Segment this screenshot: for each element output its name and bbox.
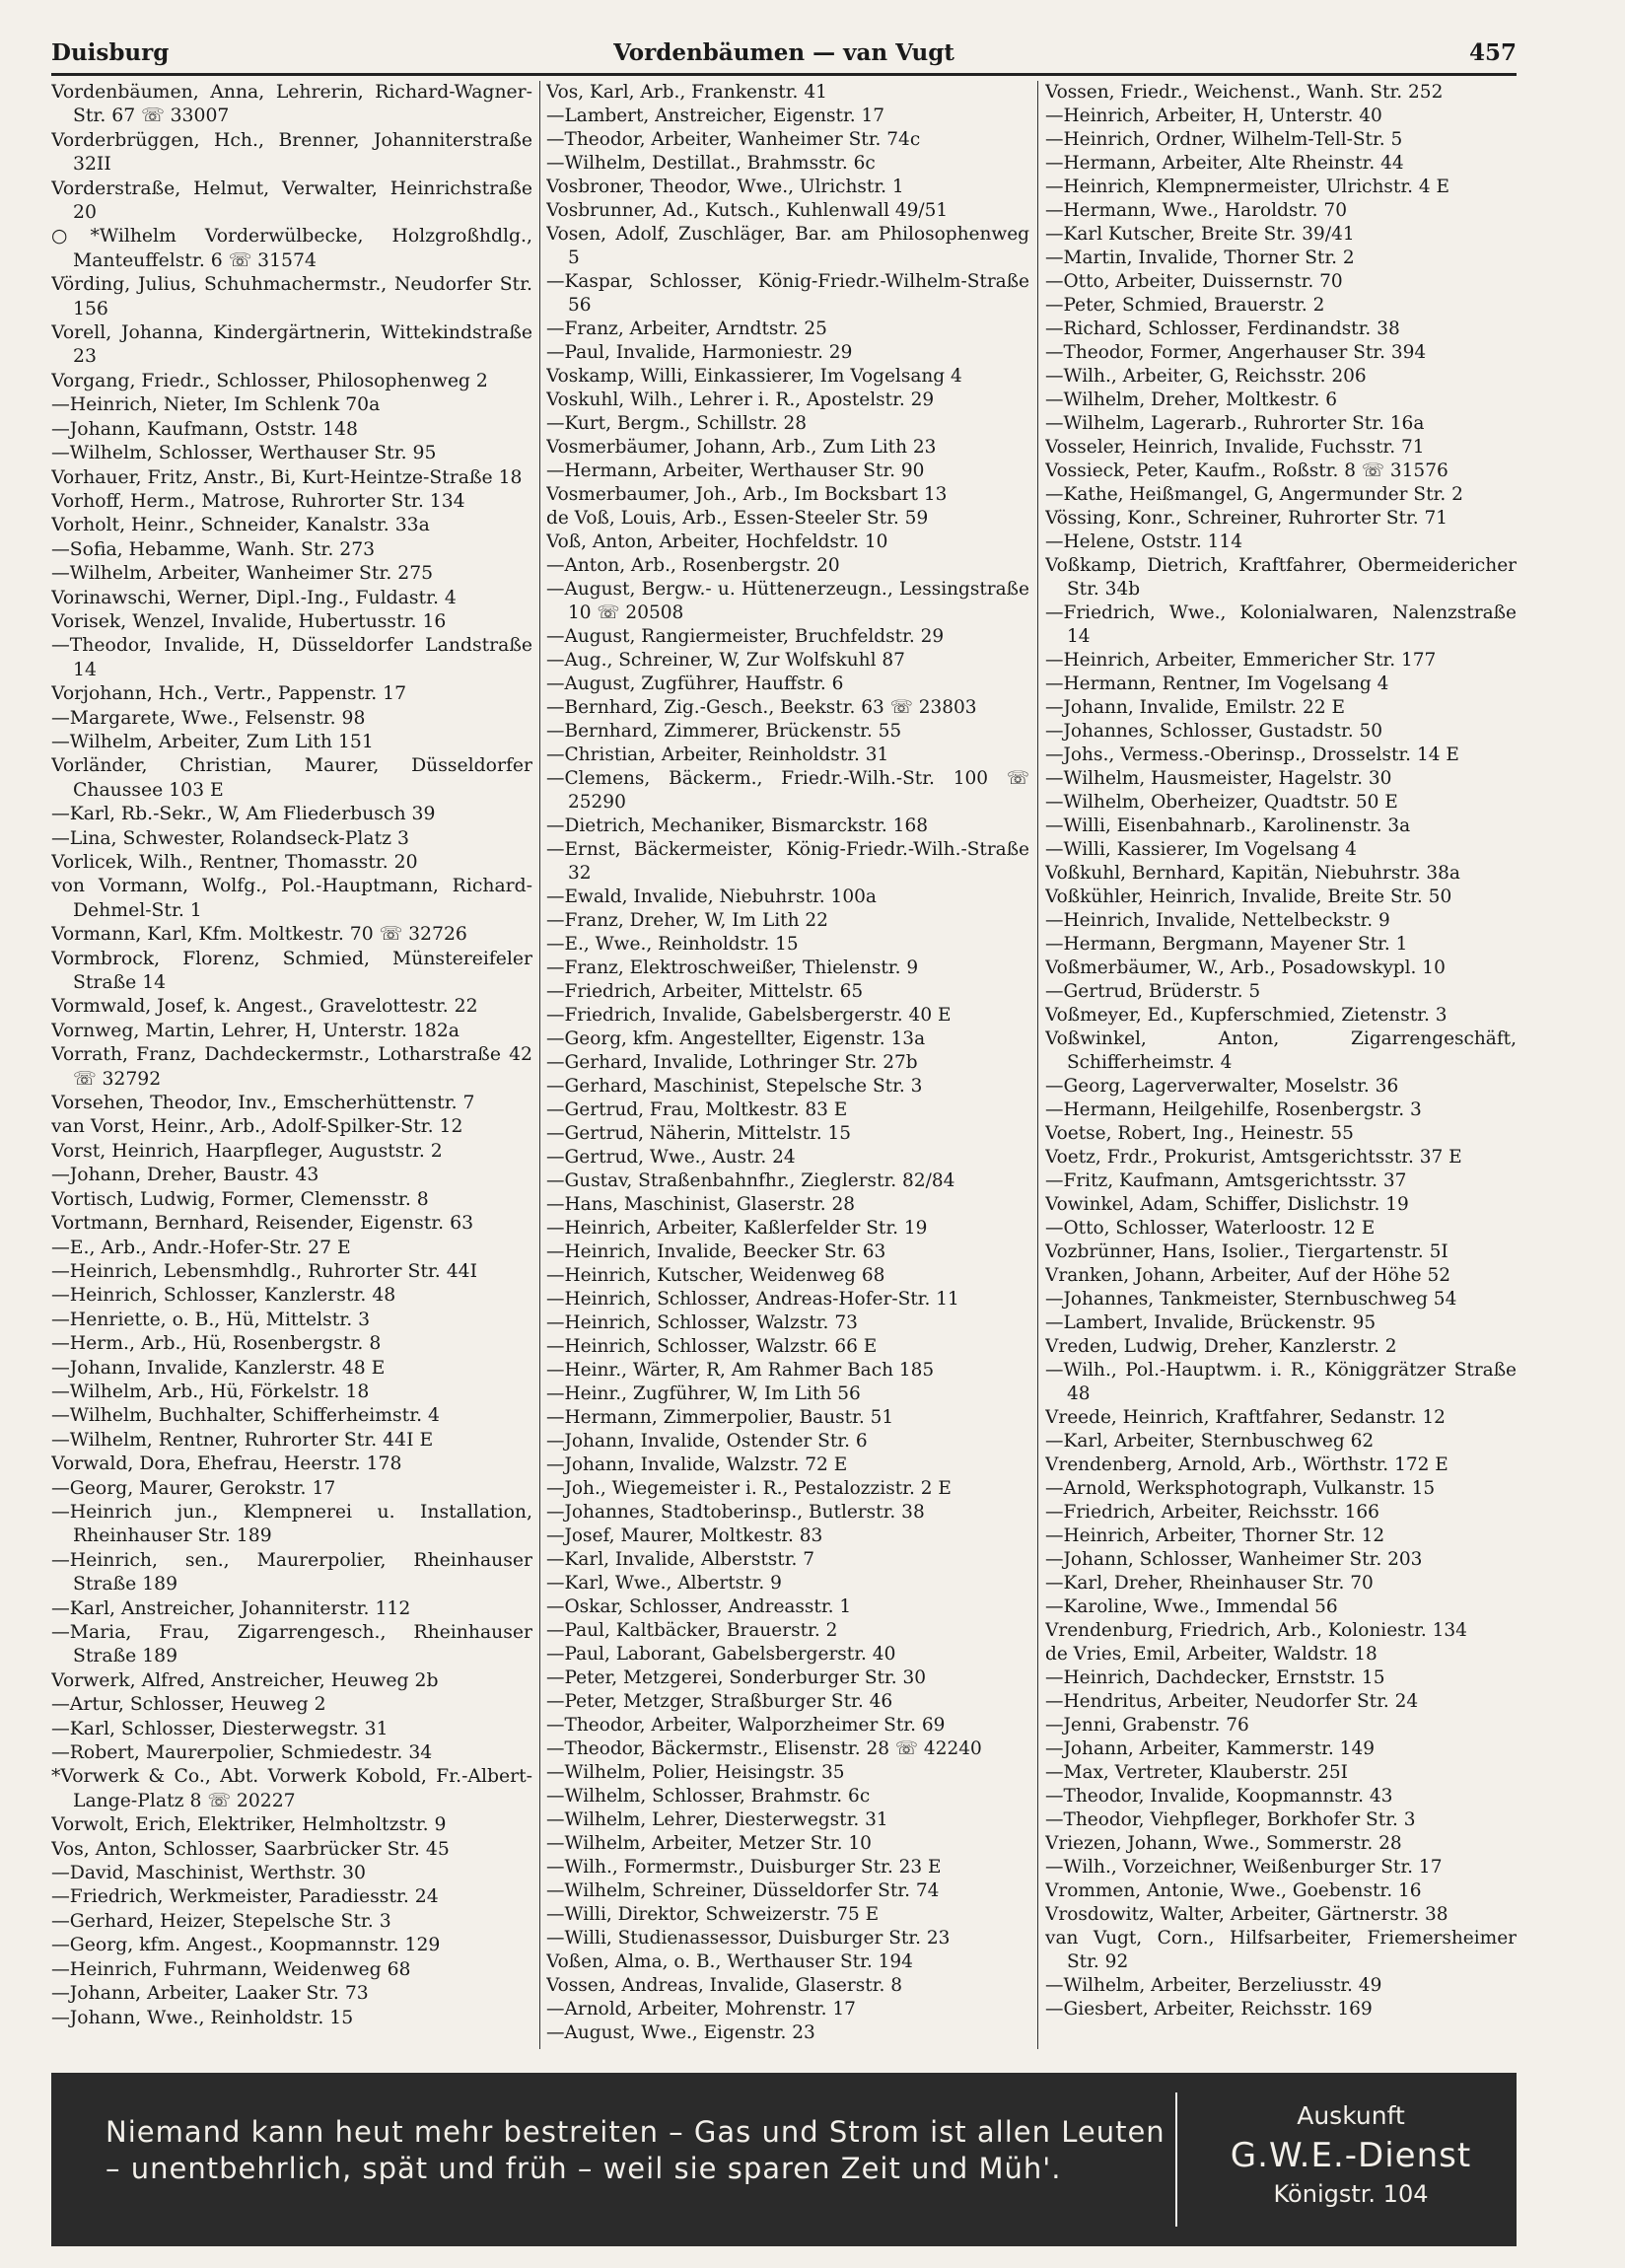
column-2	[546, 81, 1029, 2049]
directory-entry: Vörding, Julius, Schuhmachermstr., Neudorfer Str. 156	[51, 274, 532, 319]
directory-entry: Voskuhl, Wilh., Lehrer i. R., Apostelstr. 29	[546, 390, 935, 410]
directory-entry: —Heinrich, Lebensmhdlg., Ruhrorter Str. 44I	[51, 1260, 478, 1282]
city-name: Duisburg	[51, 39, 170, 66]
directory-entry: —Gertrud, Näherin, Mittelstr. 15	[546, 1123, 852, 1144]
directory-entry: —Heinrich, Dachdecker, Ernststr. 15	[1045, 1667, 1385, 1688]
directory-entry: —Ewald, Invalide, Niebuhrstr. 100a	[546, 886, 877, 907]
directory-entry: Vormwald, Josef, k. Angest., Gravelottestr. 22	[51, 996, 478, 1018]
directory-entry: —Theodor, Invalide, Koopmannstr. 43	[1045, 1786, 1393, 1807]
directory-entry: Vorderstraße, Helmut, Verwalter, Heinrichstraße 20	[51, 177, 532, 224]
directory-entry: —Maria, Frau, Zigarrengesch., Rheinhauser Straße 189	[51, 1622, 532, 1667]
directory-entry: —Kurt, Bergm., Schillstr. 28	[546, 413, 808, 434]
directory-entry: —Johs., Vermess.-Oberinsp., Drosselstr. 14 E	[1045, 744, 1459, 765]
directory-entry: —Wilhelm, Lagerarb., Ruhrorter Str. 16a	[1045, 413, 1425, 434]
directory-entry: Vrosdowitz, Walter, Arbeiter, Gärtnerstr. 38	[1045, 1904, 1448, 1925]
directory-entry: —Robert, Maurerpolier, Schmiedestr. 34	[51, 1742, 433, 1764]
directory-entry: —Johannes, Stadtoberinsp., Butlerstr. 38	[546, 1502, 925, 1523]
directory-entry: Vorrath, Franz, Dachdeckermstr., Lotharstraße 42 ☏ 32792	[51, 1044, 532, 1090]
directory-entry: —Georg, Maurer, Gerokstr. 17	[51, 1477, 336, 1499]
directory-entry: —Friedrich, Invalide, Gabelsbergerstr. 40 E	[546, 1005, 952, 1026]
directory-entry: —Hermann, Bergmann, Mayener Str. 1	[1045, 934, 1408, 955]
directory-entry: Voetz, Frdr., Prokurist, Amtsgerichtsstr. 37 E	[1045, 1147, 1462, 1168]
directory-entry: —Friedrich, Arbeiter, Mittelstr. 65	[546, 981, 864, 1002]
directory-entry: —Bernhard, Zimmerer, Brückenstr. 55	[546, 721, 902, 742]
directory-entry: Vrendenberg, Arnold, Arb., Wörthstr. 172 E	[1045, 1454, 1448, 1475]
directory-entry: Voßkuhl, Bernhard, Kapitän, Niebuhrstr. 38a	[1045, 863, 1460, 884]
directory-entry: —Karl, Arbeiter, Sternbuschweg 62	[1045, 1431, 1375, 1452]
directory-entry: —Georg, Lagerverwalter, Moselstr. 36	[1045, 1076, 1399, 1097]
directory-columns	[51, 81, 1517, 2053]
directory-entry: —Willi, Studienassessor, Duisburger Str. 23	[546, 1928, 951, 1949]
directory-entry: —Theodor, Arbeiter, Wanheimer Str. 74c	[546, 129, 921, 150]
directory-entry: —Johann, Invalide, Walzstr. 72 E	[546, 1454, 848, 1475]
directory-entry: —Wilhelm, Rentner, Ruhrorter Str. 44I E	[51, 1429, 434, 1451]
directory-entry: —Heinrich, Klempnermeister, Ulrichstr. 4 E	[1045, 177, 1450, 197]
directory-entry: —Wilhelm, Schlosser, Werthauser Str. 95	[51, 443, 437, 464]
directory-entry: —Heinrich, Kutscher, Weidenweg 68	[546, 1265, 885, 1286]
directory-entry: —Wilhelm, Lehrer, Diesterwegstr. 31	[546, 1809, 888, 1830]
directory-entry: —Heinrich, Ordner, Wilhelm-Tell-Str. 5	[1045, 129, 1403, 150]
directory-entry: —Ernst, Bäckermeister, König-Friedr.-Wilh.-Straße 32	[546, 839, 1029, 884]
directory-entry: —August, Rangiermeister, Bruchfeldstr. 29	[546, 626, 945, 647]
directory-entry: —Margarete, Wwe., Felsenstr. 98	[51, 707, 366, 729]
ad-slogan: Niemand kann heut mehr bestreiten – Gas und Strom ist allen Leuten – unentbehrlich, spät und früh – weil sie sparen Zeit und Müh'.	[106, 2115, 1166, 2185]
directory-entry: —Arnold, Werksphotograph, Vulkanstr. 15	[1045, 1478, 1436, 1499]
directory-entry: —Karl, Rb.-Sekr., W, Am Fliederbusch 39	[51, 804, 436, 825]
directory-entry: —Heinrich, Fuhrmann, Weidenweg 68	[51, 1958, 411, 1980]
directory-entry: Vosmerbäumer, Johann, Arb., Zum Lith 23	[546, 437, 937, 458]
directory-entry: —Max, Vertreter, Klauberstr. 25I	[1045, 1762, 1348, 1783]
directory-entry: —Clemens, Bäckerm., Friedr.-Wilh.-Str. 100 ☏ 25290	[546, 768, 1029, 813]
directory-entry: —Friedrich, Wwe., Kolonialwaren, Nalenzstraße 14	[1045, 602, 1517, 647]
directory-entry: —Martin, Invalide, Thorner Str. 2	[1045, 248, 1355, 268]
directory-entry: Vranken, Johann, Arbeiter, Auf der Höhe 52	[1045, 1265, 1451, 1286]
directory-entry: —Hermann, Zimmerpolier, Baustr. 51	[546, 1407, 894, 1428]
directory-entry: —Friedrich, Werkmeister, Paradiesstr. 24	[51, 1886, 439, 1908]
ad-info-label: Auskunft	[1297, 2101, 1405, 2130]
directory-entry: —Josef, Maurer, Moltkestr. 83	[546, 1525, 823, 1546]
directory-entry: —Lambert, Anstreicher, Eigenstr. 17	[546, 106, 885, 126]
directory-entry: Vosen, Adolf, Zuschläger, Bar. am Philosophenweg 5	[546, 224, 1029, 268]
directory-entry: —Heinrich, sen., Maurerpolier, Rheinhauser Straße 189	[51, 1549, 532, 1595]
column-rule	[539, 81, 540, 2049]
directory-entry: van Vorst, Heinr., Arb., Adolf-Spilker-Str. 12	[51, 1116, 463, 1138]
directory-entry: —Willi, Kassierer, Im Vogelsang 4	[1045, 839, 1357, 860]
directory-entry: —Friedrich, Arbeiter, Reichsstr. 166	[1045, 1502, 1379, 1523]
directory-entry: Vorisek, Wenzel, Invalide, Hubertusstr. 16	[51, 610, 447, 632]
directory-entry: Vorjohann, Hch., Vertr., Pappenstr. 17	[51, 683, 407, 705]
directory-entry: —Johann, Dreher, Baustr. 43	[51, 1165, 319, 1186]
directory-entry: —Heinrich, Invalide, Beecker Str. 63	[546, 1241, 886, 1262]
directory-entry: —Wilhelm, Hausmeister, Hagelstr. 30	[1045, 768, 1392, 789]
directory-entry: Vossen, Andreas, Invalide, Glaserstr. 8	[546, 1975, 902, 1996]
directory-entry: —Wilhelm, Arbeiter, Wanheimer Str. 275	[51, 563, 434, 585]
directory-entry: —Heinrich, Arbeiter, H, Unterstr. 40	[1045, 106, 1382, 126]
directory-entry: —Willi, Direktor, Schweizerstr. 75 E	[546, 1904, 880, 1925]
ad-info-address: Königstr. 104	[1273, 2180, 1429, 2208]
directory-entry: —Oskar, Schlosser, Andreasstr. 1	[546, 1596, 852, 1617]
directory-entry: Voßwinkel, Anton, Zigarrengeschäft, Schifferheimstr. 4	[1045, 1028, 1517, 1073]
directory-entry: —Lambert, Invalide, Brückenstr. 95	[1045, 1312, 1377, 1333]
directory-entry: Vorderbrüggen, Hch., Brenner, Johanniterstraße 32II	[51, 129, 532, 176]
directory-entry: —Henriette, o. B., Hü, Mittelstr. 3	[51, 1309, 371, 1330]
directory-entry: —Anton, Arb., Rosenbergstr. 20	[546, 555, 840, 576]
directory-entry: —Hans, Maschinist, Glaserstr. 28	[546, 1194, 856, 1215]
directory-entry: —Willi, Eisenbahnarb., Karolinenstr. 3a	[1045, 815, 1411, 836]
directory-entry: —Wilhelm, Buchhalter, Schifferheimstr. 4	[51, 1405, 441, 1427]
directory-entry: —Hermann, Arbeiter, Werthauser Str. 90	[546, 461, 925, 481]
ad-divider	[1175, 2092, 1177, 2227]
directory-entry: —Wilhelm, Destillat., Brahmsstr. 6c	[546, 153, 876, 174]
directory-entry: —Hermann, Heilgehilfe, Rosenbergstr. 3	[1045, 1099, 1422, 1120]
column-3	[1045, 81, 1517, 2049]
directory-entry: Vriezen, Johann, Wwe., Sommerstr. 28	[1045, 1833, 1402, 1854]
directory-entry: Vossieck, Peter, Kaufm., Roßstr. 8 ☏ 31576	[1045, 461, 1448, 481]
advertisement-banner	[51, 2073, 1517, 2246]
directory-entry: —Hendritus, Arbeiter, Neudorfer Str. 24	[1045, 1691, 1419, 1712]
directory-entry: —Heinrich, Schlosser, Andreas-Hofer-Str. 11	[546, 1289, 959, 1310]
directory-entry: —Wilhelm, Arbeiter, Berzeliusstr. 49	[1045, 1975, 1382, 1996]
directory-entry: —Richard, Schlosser, Ferdinandstr. 38	[1045, 319, 1400, 339]
directory-entry: Vreede, Heinrich, Kraftfahrer, Sedanstr. 12	[1045, 1407, 1446, 1428]
directory-entry: Vorwolt, Erich, Elektriker, Helmholtzstr. 9	[51, 1814, 447, 1836]
directory-entry: Vorinawschi, Werner, Dipl.-Ing., Fuldastr. 4	[51, 587, 457, 608]
directory-entry: —August, Zugführer, Hauffstr. 6	[546, 673, 844, 694]
directory-entry: —Theodor, Bäckermstr., Elisenstr. 28 ☏ 42240	[546, 1738, 982, 1759]
directory-entry: —Herm., Arb., Hü, Rosenbergstr. 8	[51, 1333, 382, 1355]
directory-entry: Vorgang, Friedr., Schlosser, Philosophenweg 2	[51, 370, 488, 391]
directory-entry: —Karl, Invalide, Alberststr. 7	[546, 1549, 815, 1570]
directory-entry: Vortisch, Ludwig, Former, Clemensstr. 8	[51, 1188, 429, 1210]
directory-entry: —Heinrich, Invalide, Nettelbeckstr. 9	[1045, 910, 1390, 931]
directory-entry: —E., Wwe., Reinholdstr. 15	[546, 934, 799, 955]
directory-entry: Vos, Anton, Schlosser, Saarbrücker Str. 45	[51, 1838, 450, 1860]
directory-entry: —Theodor, Invalide, H, Düsseldorfer Landstraße 14	[51, 635, 532, 680]
directory-entry: Vorsehen, Theodor, Inv., Emscherhüttenstr. 7	[51, 1093, 475, 1114]
directory-entry: Voßmerbäumer, W., Arb., Posadowskypl. 10	[1045, 957, 1446, 978]
directory-entry: —Wilhelm, Polier, Heisingstr. 35	[546, 1762, 845, 1783]
directory-entry: —Heinr., Zugführer, W, Im Lith 56	[546, 1383, 861, 1404]
directory-entry: —Johannes, Tankmeister, Sternbuschweg 54	[1045, 1289, 1457, 1310]
directory-entry: Vortmann, Bernhard, Reisender, Eigenstr. 63	[51, 1213, 474, 1235]
directory-entry: —Wilhelm, Dreher, Moltkestr. 6	[1045, 390, 1338, 410]
directory-entry: Vormbrock, Florenz, Schmied, Münstereifeler Straße 14	[51, 948, 532, 994]
directory-entry: Vorhoff, Herm., Matrose, Ruhrorter Str. 134	[51, 490, 465, 512]
directory-entry: —Helene, Oststr. 114	[1045, 532, 1242, 552]
directory-entry: —Wilhelm, Oberheizer, Quadtstr. 50 E	[1045, 792, 1398, 813]
ad-info	[1185, 2098, 1517, 2211]
directory-entry: —Franz, Dreher, W, Im Lith 22	[546, 910, 828, 931]
directory-entry: Voßmeyer, Ed., Kupferschmied, Zietenstr. 3	[1045, 1005, 1448, 1026]
directory-entry: —Wilh., Formermstr., Duisburger Str. 23 E	[546, 1857, 942, 1878]
directory-entry: —Johann, Schlosser, Wanheimer Str. 203	[1045, 1549, 1423, 1570]
directory-entry: Vorst, Heinrich, Haarpfleger, Auguststr. 2	[51, 1140, 443, 1162]
directory-entry: Vozbrünner, Hans, Isolier., Tiergartenstr. 5I	[1045, 1241, 1448, 1262]
directory-entry: —Gerhard, Invalide, Lothringer Str. 27b	[546, 1052, 918, 1073]
directory-entry: —Wilh., Vorzeichner, Weißenburger Str. 17	[1045, 1857, 1443, 1878]
directory-entry: Vordenbäumen, Anna, Lehrerin, Richard-Wagner-Str. 67 ☏ 33007	[51, 82, 532, 127]
directory-entry: Vorländer, Christian, Maurer, Düsseldorfer Chaussee 103 E	[51, 755, 532, 801]
directory-entry: de Vries, Emil, Arbeiter, Waldstr. 18	[1045, 1644, 1378, 1665]
directory-entry: —Hermann, Rentner, Im Vogelsang 4	[1045, 673, 1389, 694]
directory-entry: Vorlicek, Wilh., Rentner, Thomasstr. 20	[51, 852, 418, 873]
directory-entry: Vrommen, Antonie, Wwe., Goebenstr. 16	[1045, 1880, 1422, 1901]
directory-entry: —Karl, Schlosser, Diesterwegstr. 31	[51, 1718, 389, 1739]
page-header	[51, 39, 1517, 76]
directory-entry: —Wilhelm, Arbeiter, Zum Lith 151	[51, 731, 374, 752]
directory-entry: Vössing, Konr., Schreiner, Ruhrorter Str. 71	[1045, 508, 1448, 529]
directory-entry: —Hermann, Wwe., Haroldstr. 70	[1045, 200, 1347, 221]
directory-entry: —Joh., Wiegemeister i. R., Pestalozzistr. 2 E	[546, 1478, 952, 1499]
directory-entry: —Johann, Wwe., Reinholdstr. 15	[51, 2007, 354, 2028]
directory-entry: —Wilh., Arbeiter, G, Reichsstr. 206	[1045, 366, 1367, 387]
directory-entry: —Franz, Arbeiter, Arndtstr. 25	[546, 319, 827, 339]
directory-entry: —Kaspar, Schlosser, König-Friedr.-Wilhelm-Straße 56	[546, 271, 1029, 316]
directory-entry: —Johann, Arbeiter, Laaker Str. 73	[51, 1983, 369, 2005]
directory-entry: —Johann, Invalide, Ostender Str. 6	[546, 1431, 868, 1452]
directory-entry: —Heinrich, Schlosser, Walzstr. 73	[546, 1312, 858, 1333]
directory-entry: —Theodor, Arbeiter, Walporzheimer Str. 69	[546, 1715, 946, 1736]
directory-entry: Voskamp, Willi, Einkassierer, Im Vogelsang 4	[546, 366, 962, 387]
ad-info-name: G.W.E.-Dienst	[1230, 2136, 1472, 2175]
directory-entry: —Wilhelm, Arbeiter, Metzer Str. 10	[546, 1833, 872, 1854]
directory-entry: —Heinrich jun., Klempnerei u. Installation, Rheinhauser Str. 189	[51, 1501, 532, 1547]
directory-entry: —Wilh., Pol.-Hauptwm. i. R., Königgrätzer Straße 48	[1045, 1360, 1517, 1404]
directory-entry: Voß, Anton, Arbeiter, Hochfeldstr. 10	[546, 532, 888, 552]
directory-entry: Voßen, Alma, o. B., Werthauser Str. 194	[546, 1951, 913, 1972]
directory-entry: —Johannes, Schlosser, Gustadstr. 50	[1045, 721, 1383, 742]
directory-entry: —Wilhelm, Arb., Hü, Förkelstr. 18	[51, 1381, 370, 1402]
directory-entry: Vorwald, Dora, Ehefrau, Heerstr. 178	[51, 1453, 402, 1475]
directory-entry: von Vormann, Wolfg., Pol.-Hauptmann, Richard-Dehmel-Str. 1	[51, 876, 532, 921]
directory-entry: Vosbroner, Theodor, Wwe., Ulrichstr. 1	[546, 177, 904, 197]
directory-entry: —Karl Kutscher, Breite Str. 39/41	[1045, 224, 1355, 245]
directory-entry: —Johann, Invalide, Kanzlerstr. 48 E	[51, 1357, 386, 1379]
page-number: 457	[1468, 39, 1517, 66]
directory-entry: —Heinrich, Arbeiter, Kaßlerfelder Str. 19	[546, 1218, 928, 1239]
directory-entry: —August, Wwe., Eigenstr. 23	[546, 2022, 815, 2043]
directory-entry: —Theodor, Former, Angerhauser Str. 394	[1045, 342, 1427, 363]
directory-entry: —Artur, Schlosser, Heuweg 2	[51, 1694, 326, 1716]
directory-entry: —Otto, Schlosser, Waterloostr. 12 E	[1045, 1218, 1376, 1239]
directory-entry: Vreden, Ludwig, Dreher, Kanzlerstr. 2	[1045, 1336, 1397, 1357]
directory-entry: —Paul, Invalide, Harmoniestr. 29	[546, 342, 853, 363]
directory-entry: Voetse, Robert, Ing., Heinestr. 55	[1045, 1123, 1354, 1144]
directory-entry: Vosbrunner, Ad., Kutsch., Kuhlenwall 49/51	[546, 200, 949, 221]
column-1	[51, 81, 532, 2049]
name-range: Vordenbäumen — van Vugt	[613, 39, 954, 66]
directory-entry: —Heinr., Wärter, R, Am Rahmer Bach 185	[546, 1360, 935, 1381]
directory-entry: —Peter, Metzgerei, Sonderburger Str. 30	[546, 1667, 927, 1688]
directory-entry: —David, Maschinist, Werthstr. 30	[51, 1863, 366, 1884]
directory-entry: Vowinkel, Adam, Schiffer, Dislichstr. 19	[1045, 1194, 1409, 1215]
directory-entry: —Paul, Kaltbäcker, Brauerstr. 2	[546, 1620, 838, 1641]
directory-entry: Vorwerk, Alfred, Anstreicher, Heuweg 2b	[51, 1669, 439, 1691]
directory-entry: —Christian, Arbeiter, Reinholdstr. 31	[546, 744, 889, 765]
directory-entry: —Kathe, Heißmangel, G, Angermunder Str. 2	[1045, 484, 1463, 505]
directory-entry: Vossen, Friedr., Weichenst., Wanh. Str. 252	[1045, 82, 1444, 103]
directory-entry: —Aug., Schreiner, W, Zur Wolfskuhl 87	[546, 650, 905, 671]
directory-entry: —Wilhelm, Schreiner, Düsseldorfer Str. 74	[546, 1880, 940, 1901]
directory-entry: Vorell, Johanna, Kindergärtnerin, Wittekindstraße 23	[51, 322, 532, 368]
directory-entry: Voßkühler, Heinrich, Invalide, Breite Str. 50	[1045, 886, 1452, 907]
directory-entry: —Gustav, Straßenbahnfhr., Zieglerstr. 82/84	[546, 1170, 955, 1191]
directory-entry: Vormann, Karl, Kfm. Moltkestr. 70 ☏ 32726	[51, 924, 467, 946]
directory-entry: Vrendenburg, Friedrich, Arb., Koloniestr. 134	[1045, 1620, 1467, 1641]
directory-entry: —Gerhard, Maschinist, Stepelsche Str. 3	[546, 1076, 923, 1097]
directory-entry: —Giesbert, Arbeiter, Reichsstr. 169	[1045, 1999, 1373, 2020]
directory-entry: —Gerhard, Heizer, Stepelsche Str. 3	[51, 1910, 391, 1932]
directory-entry: —Heinrich, Schlosser, Walzstr. 66 E	[546, 1336, 878, 1357]
directory-entry: —Johann, Arbeiter, Kammerstr. 149	[1045, 1738, 1375, 1759]
directory-entry: —Karoline, Wwe., Immendal 56	[1045, 1596, 1338, 1617]
directory-entry: —Bernhard, Zig.-Gesch., Beekstr. 63 ☏ 23803	[546, 697, 977, 718]
directory-entry: —Gertrud, Frau, Moltkestr. 83 E	[546, 1099, 848, 1120]
directory-entry: —Peter, Metzger, Straßburger Str. 46	[546, 1691, 893, 1712]
directory-entry: —Wilhelm, Schlosser, Brahmstr. 6c	[546, 1786, 871, 1807]
directory-entry: Vos, Karl, Arb., Frankenstr. 41	[546, 82, 827, 103]
directory-entry: Voßkamp, Dietrich, Kraftfahrer, Obermeidericher Str. 34b	[1045, 555, 1517, 600]
directory-entry: —E., Arb., Andr.-Hofer-Str. 27 E	[51, 1237, 351, 1258]
directory-entry: Vosmerbaumer, Joh., Arb., Im Bocksbart 13	[546, 484, 948, 505]
directory-entry: —Karl, Dreher, Rheinhauser Str. 70	[1045, 1573, 1374, 1594]
directory-entry: ○*Wilhelm Vorderwülbecke, Holzgroßhdlg., Manteuffelstr. 6 ☏ 31574	[51, 226, 532, 271]
directory-entry: —Otto, Arbeiter, Duissernstr. 70	[1045, 271, 1343, 292]
directory-entry: —Peter, Schmied, Brauerstr. 2	[1045, 295, 1325, 316]
directory-entry: —Sofia, Hebamme, Wanh. Str. 273	[51, 538, 376, 560]
directory-entry: —Heinrich, Nieter, Im Schlenk 70a	[51, 394, 381, 416]
directory-entry: —Johann, Invalide, Emilstr. 22 E	[1045, 697, 1345, 718]
directory-entry: —Johann, Kaufmann, Oststr. 148	[51, 418, 358, 440]
directory-entry: —Heinrich, Schlosser, Kanzlerstr. 48	[51, 1285, 396, 1307]
directory-entry: —Franz, Elektroschweißer, Thielenstr. 9	[546, 957, 919, 978]
directory-entry: —Jenni, Grabenstr. 76	[1045, 1715, 1249, 1736]
directory-entry: —Hermann, Arbeiter, Alte Rheinstr. 44	[1045, 153, 1404, 174]
directory-entry: Vosseler, Heinrich, Invalide, Fuchsstr. 71	[1045, 437, 1425, 458]
directory-entry: —Karl, Wwe., Albertstr. 9	[546, 1573, 782, 1594]
directory-entry: —Gertrud, Wwe., Austr. 24	[546, 1147, 796, 1168]
directory-entry: —Georg, kfm. Angestellter, Eigenstr. 13a	[546, 1028, 926, 1049]
directory-entry: de Voß, Louis, Arb., Essen-Steeler Str. 59	[546, 508, 929, 529]
directory-entry: —Heinrich, Arbeiter, Thorner Str. 12	[1045, 1525, 1385, 1546]
directory-entry: Vornweg, Martin, Lehrer, H, Unterstr. 182a	[51, 1020, 459, 1041]
directory-entry: —Arnold, Arbeiter, Mohrenstr. 17	[546, 1999, 856, 2020]
directory-entry: van Vugt, Corn., Hilfsarbeiter, Friemersheimer Str. 92	[1045, 1928, 1517, 1972]
directory-entry: —Karl, Anstreicher, Johanniterstr. 112	[51, 1597, 411, 1619]
directory-entry: —Paul, Laborant, Gabelsbergerstr. 40	[546, 1644, 896, 1665]
directory-entry: —Lina, Schwester, Rolandseck-Platz 3	[51, 827, 409, 849]
column-rule	[1037, 81, 1038, 2049]
directory-entry: —August, Bergw.- u. Hüttenerzeugn., Lessingstraße 10 ☏ 20508	[546, 579, 1029, 623]
directory-entry: —Georg, kfm. Angest., Koopmannstr. 129	[51, 1935, 441, 1956]
directory-entry: —Gertrud, Brüderstr. 5	[1045, 981, 1261, 1002]
directory-entry: —Heinrich, Arbeiter, Emmericher Str. 177	[1045, 650, 1437, 671]
directory-entry: —Theodor, Viehpfleger, Borkhofer Str. 3	[1045, 1809, 1416, 1830]
directory-entry: *Vorwerk & Co., Abt. Vorwerk Kobold, Fr.-Albert-Lange-Platz 8 ☏ 20227	[51, 1766, 532, 1811]
directory-entry: Vorhauer, Fritz, Anstr., Bi, Kurt-Heintze-Straße 18	[51, 466, 523, 488]
directory-entry: Vorholt, Heinr., Schneider, Kanalstr. 33a	[51, 515, 430, 536]
directory-entry: —Fritz, Kaufmann, Amtsgerichtsstr. 37	[1045, 1170, 1407, 1191]
directory-entry: —Dietrich, Mechaniker, Bismarckstr. 168	[546, 815, 928, 836]
